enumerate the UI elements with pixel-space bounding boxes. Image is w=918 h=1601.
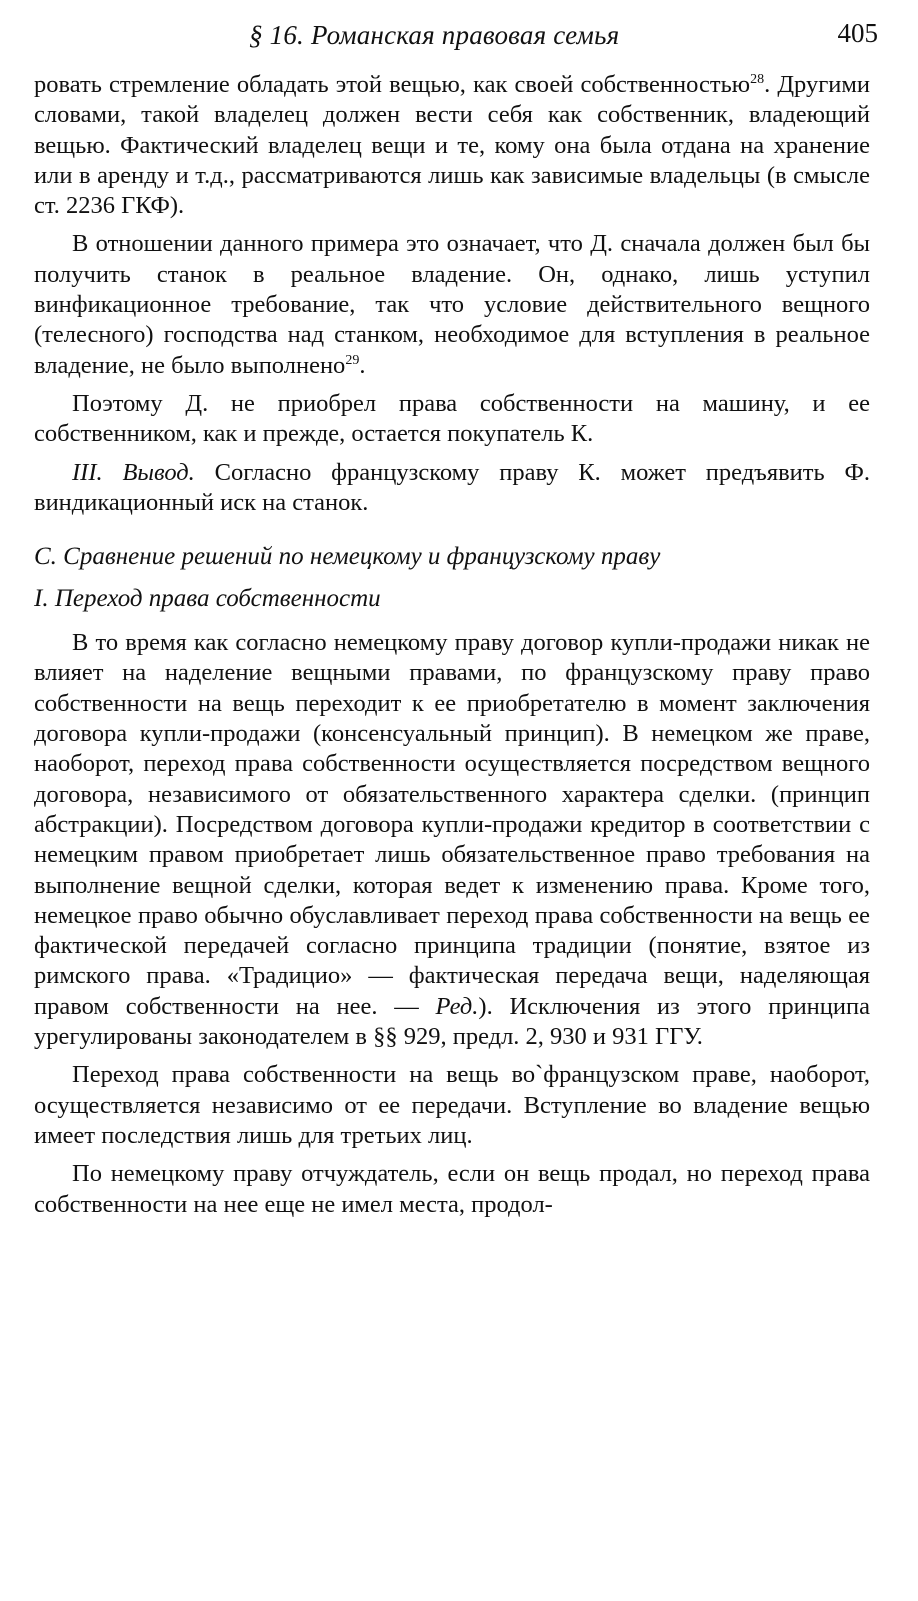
footnote-marker: 29 [345, 352, 360, 368]
editor-note: Ред. [435, 992, 479, 1020]
footnote-marker: 28 [750, 71, 765, 87]
page-content [34, 70, 870, 1220]
paragraph-conclusion-owner: Поэтому Д. не приобрел права собственности на машину, и ее собственником, как и прежде, остается покупатель К. [34, 389, 870, 448]
subsection-heading: I. Переход права собственности [34, 585, 381, 613]
section-heading: С. Сравнение решений по немецкому и французскому праву [34, 543, 661, 571]
paragraph-german-seller: По немецкому праву отчуждатель, если он вещь продал, но переход права собственности на нее еще не имел места, продол- [34, 1160, 870, 1218]
page-header [34, 18, 878, 52]
paragraph-result [34, 458, 870, 519]
paragraph-text: В то время как согласно немецкому праву договор купли-продажи никак не влияет на наделение вещными правами, по французскому праву право собственности на вещь переходит к ее приобретателю в момент заключения договора купли-продажи (консенсуальный принцип). В немецком же праве, наоборот, переход права собственности осуществляется посредством вещного договора, независимого от обязательственного характера сделки. (принцип абстракции). Посредством договора купли-продажи кредитор в соответствии с немецким правом приобретает лишь обязательственное право требования на выполнение вещной сделки, которая ведет к изменению права. Кроме того, немецкое право обычно обуславливает переход права собственности на вещь ее фактической передачей согласно принципа традиции (понятие, взятое из римского права. «Традицио» — фактическая передача вещи, наделяющая правом собственности на нее. — [34, 629, 870, 1020]
result-label: III. Вывод. [72, 458, 195, 486]
paragraph-text: В отношении данного примера это означает, что Д. сначала должен был бы получить станок в реальное владение. Он, однако, лишь уступил винфикационное требование, так что условие действительного вещного (телесного) господства над станком, необходимое для вступления в реальное владение, не было выполнено [34, 230, 870, 379]
paragraph-text: . Другими словами, такой владелец должен вести себя как собственник, владеющий вещью. Фактический владелец вещи и те, кому она была отдана на хранение или в аренду и т.д., рассматриваются лишь как зависимые владельцы (в смысле ст. 2236 ГКФ). [34, 71, 870, 220]
paragraph-text: Согласно французскому праву К. может предъявить Ф. виндикационный иск на станок. [34, 458, 870, 516]
paragraph-text: . [359, 351, 366, 379]
paragraph-text: ). Исключения из этого принципа урегулированы законодателем в §§ 929, предл. 2, 930 и 931 ГГУ. [34, 992, 870, 1051]
paragraph-french-transfer: Переход права собственности на вещь во`французском праве, наоборот, осуществляется независимо от ее передачи. Вступление во владение вещью имеет последствия лишь для третьих лиц. [34, 1061, 870, 1149]
page-number: 405 [837, 18, 878, 48]
paragraph-transfer-principles [34, 628, 870, 1052]
paragraph-example [34, 229, 870, 380]
paragraph-text: ровать стремление обладать этой вещью, как своей собственностью [34, 71, 751, 98]
running-title: § 16. Романская правовая семья [249, 20, 620, 50]
paragraph-ownership-intent [34, 70, 870, 221]
